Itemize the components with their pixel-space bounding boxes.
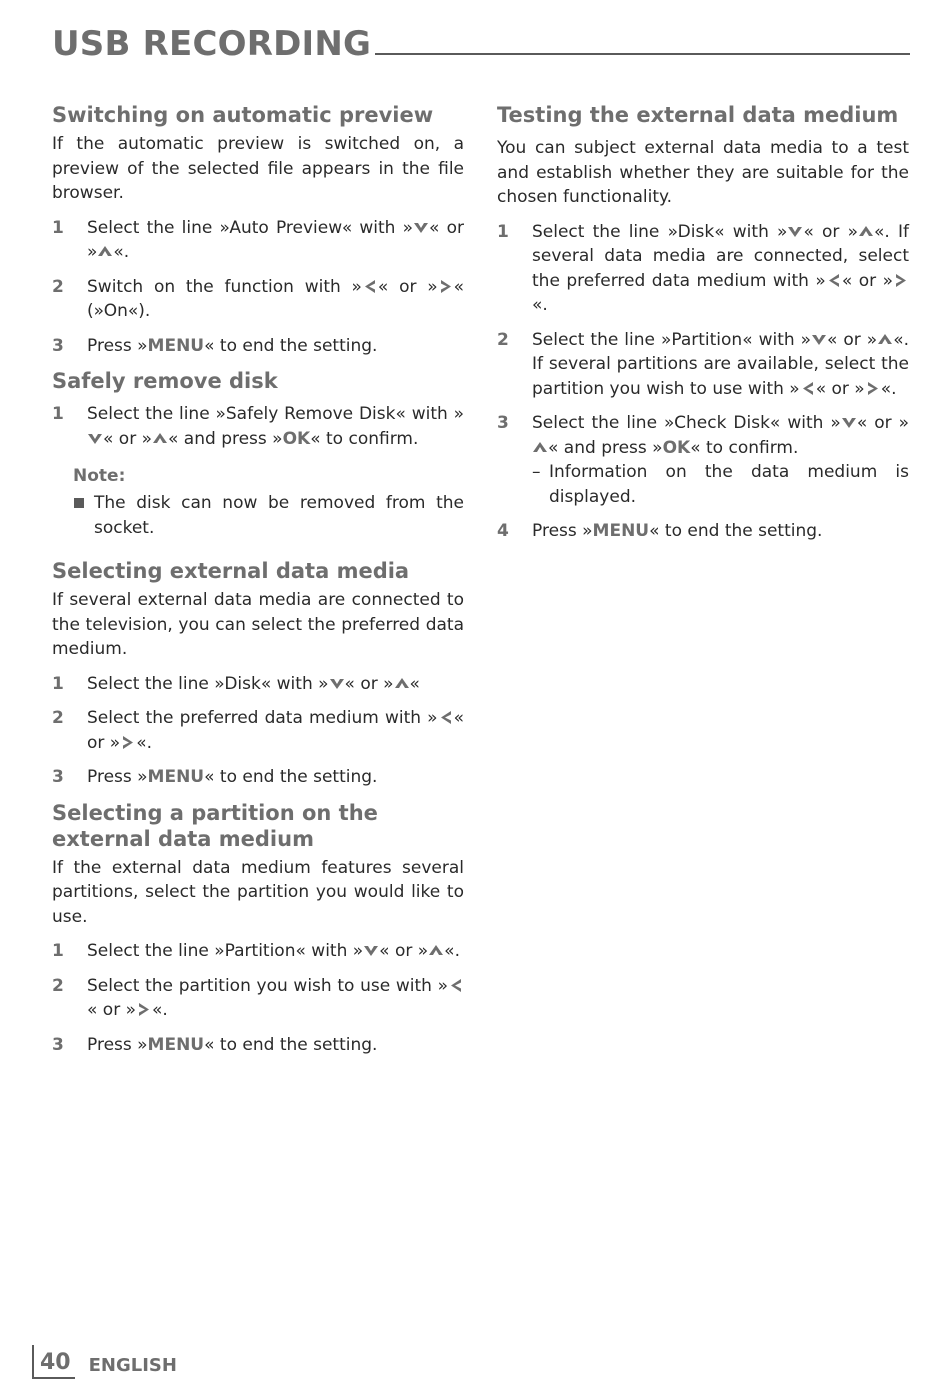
left-arrow-icon bbox=[362, 280, 378, 293]
page-title: USB RECORDING bbox=[52, 24, 372, 64]
up-arrow-icon bbox=[877, 333, 893, 346]
step-item: 3 Press »MENU« to end the setting. bbox=[52, 1033, 464, 1058]
bullet-square-icon bbox=[73, 491, 94, 540]
language-label: ENGLISH bbox=[88, 1355, 177, 1376]
down-arrow-icon bbox=[811, 333, 827, 346]
right-arrow-icon bbox=[893, 274, 909, 287]
step-item: 1 Select the line »Disk« with » « or » « bbox=[52, 672, 464, 697]
step-number: 1 bbox=[52, 217, 64, 238]
step-number: 1 bbox=[497, 221, 509, 242]
step-number: 3 bbox=[497, 413, 509, 433]
section-intro: If the external data medium features several partitions, select the partition you would like to use. bbox=[52, 857, 464, 927]
section-safely-remove bbox=[52, 368, 464, 540]
down-arrow-icon bbox=[841, 416, 857, 429]
up-arrow-icon bbox=[428, 944, 444, 957]
menu-key-label: MENU bbox=[147, 335, 205, 356]
page-footer bbox=[32, 1345, 177, 1379]
section-heading: Selecting external data media bbox=[52, 559, 410, 583]
step-item: 3 Press »MENU« to end the setting. bbox=[52, 334, 464, 359]
section-heading: Testing the external data medium bbox=[497, 103, 899, 127]
step-number: 1 bbox=[52, 941, 64, 961]
step-item: 3 Select the line »Check Disk« with » « or » « and press »OK« to confirm. – Information on the data medium is displayed. bbox=[497, 411, 909, 509]
step-number: 1 bbox=[52, 673, 64, 694]
step-number: 3 bbox=[52, 335, 64, 356]
section-testing bbox=[497, 102, 909, 544]
step-number: 2 bbox=[497, 329, 509, 350]
step-item: 2 Switch on the function with » « or » « (»On«). bbox=[52, 275, 464, 324]
left-arrow-icon bbox=[438, 711, 454, 724]
ok-key-label: OK bbox=[282, 428, 311, 449]
page-header bbox=[52, 20, 910, 64]
right-arrow-icon bbox=[120, 736, 136, 749]
section-heading: Selecting a partition on the external data medium bbox=[52, 800, 378, 851]
right-arrow-icon bbox=[865, 382, 881, 395]
left-column bbox=[52, 102, 464, 1067]
section-intro: You can subject external data media to a test and establish whether they are suitable for the chosen functionality. bbox=[497, 138, 909, 207]
title-rule bbox=[375, 53, 910, 55]
sub-item: – Information on the data medium is displayed. bbox=[532, 460, 909, 509]
step-number: 2 bbox=[52, 708, 64, 728]
menu-key-label: MENU bbox=[147, 1034, 205, 1055]
note-title: Note: bbox=[73, 466, 126, 486]
up-arrow-icon bbox=[532, 441, 548, 454]
step-item: 3 Press »MENU« to end the setting. bbox=[52, 765, 464, 790]
section-select-partition bbox=[52, 800, 464, 1058]
step-item: 4 Press »MENU« to end the setting. bbox=[497, 519, 909, 544]
page-number: 40 bbox=[40, 1350, 71, 1375]
note-block bbox=[73, 463, 464, 540]
step-number: 3 bbox=[52, 767, 64, 787]
step-number: 1 bbox=[52, 404, 64, 424]
page-number-box bbox=[32, 1345, 75, 1379]
step-item: 2 Select the preferred data medium with » « or » «. bbox=[52, 706, 464, 755]
down-arrow-icon bbox=[787, 225, 803, 238]
left-arrow-icon bbox=[448, 979, 464, 992]
up-arrow-icon bbox=[152, 432, 168, 445]
step-number: 4 bbox=[497, 521, 509, 541]
up-arrow-icon bbox=[394, 677, 410, 690]
step-item: 1 Select the line »Disk« with » « or » «. If several data media are connected, select the preferred data medium with » « or » «. bbox=[497, 220, 909, 318]
step-item: 2 Select the partition you wish to use with » « or » «. bbox=[52, 974, 464, 1023]
note-item: The disk can now be removed from the socket. bbox=[73, 491, 464, 540]
down-arrow-icon bbox=[413, 221, 429, 234]
down-arrow-icon bbox=[329, 677, 345, 690]
right-column bbox=[497, 102, 909, 554]
step-item: 1 Select the line »Partition« with » « or » «. bbox=[52, 939, 464, 964]
left-arrow-icon bbox=[826, 274, 842, 287]
right-arrow-icon bbox=[136, 1003, 152, 1016]
step-number: 2 bbox=[52, 975, 64, 996]
step-number: 3 bbox=[52, 1034, 64, 1055]
step-number: 2 bbox=[52, 276, 64, 297]
section-select-media bbox=[52, 558, 464, 790]
left-arrow-icon bbox=[800, 382, 816, 395]
section-heading: Safely remove disk bbox=[52, 369, 278, 393]
section-intro: If several external data media are connected to the television, you can select the preferred data medium. bbox=[52, 590, 464, 659]
section-intro: If the automatic preview is switched on, a preview of the selected file appears in the file browser. bbox=[52, 134, 464, 203]
menu-key-label: MENU bbox=[147, 767, 205, 787]
step-item: 1 Select the line »Auto Preview« with » « or » «. bbox=[52, 216, 464, 265]
down-arrow-icon bbox=[363, 944, 379, 957]
up-arrow-icon bbox=[97, 245, 113, 258]
right-arrow-icon bbox=[438, 280, 454, 293]
ok-key-label: OK bbox=[662, 437, 691, 458]
section-heading: Switching on automatic preview bbox=[52, 103, 434, 127]
step-item: 1 Select the line »Safely Remove Disk« with » « or » « and press »OK« to confirm. bbox=[52, 402, 464, 451]
menu-key-label: MENU bbox=[592, 521, 650, 541]
section-auto-preview bbox=[52, 102, 464, 358]
step-item: 2 Select the line »Partition« with » « or » «. If several partitions are available, select the partition you wish to use with » « or » «. bbox=[497, 328, 909, 402]
up-arrow-icon bbox=[858, 225, 874, 238]
down-arrow-icon bbox=[87, 432, 103, 445]
dash-marker: – bbox=[532, 462, 541, 482]
